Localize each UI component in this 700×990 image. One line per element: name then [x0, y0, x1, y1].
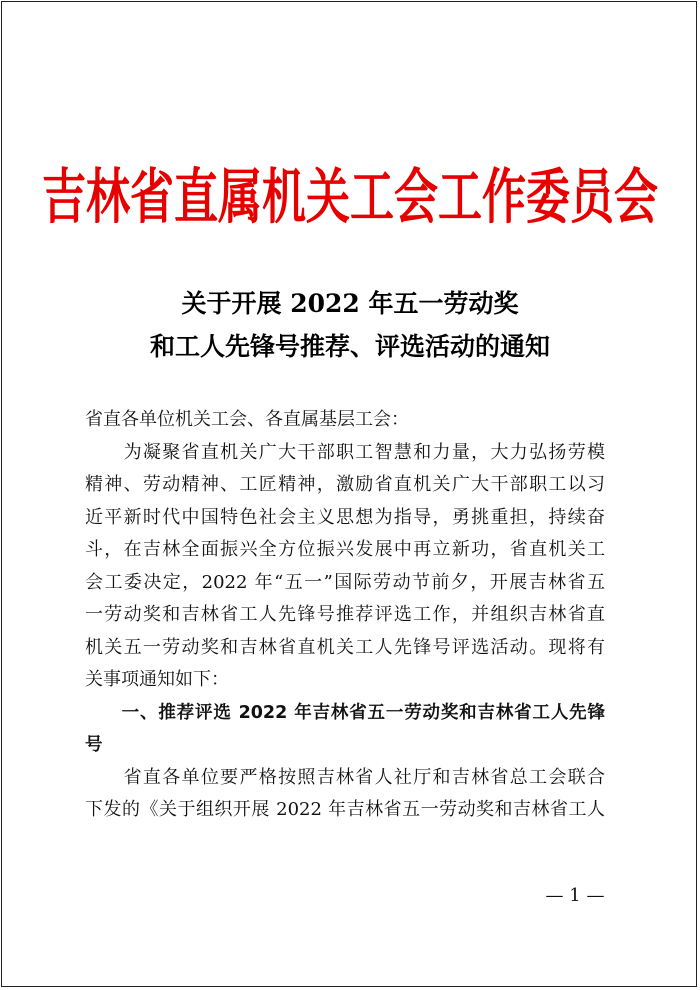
- paragraph-line: 机关五一劳动奖和吉林省直机关工人先锋号评选活动。现将有: [85, 636, 605, 658]
- page-number: — 1 —: [545, 885, 605, 906]
- paragraph-line: 省直各单位要严格按照吉林省人社厅和吉林省总工会联合: [85, 766, 605, 788]
- document-title-line-2: 和工人先锋号推荐、评选活动的通知: [149, 332, 550, 361]
- salutation: 省直各单位机关工会、各直属基层工会：: [85, 409, 409, 430]
- document-title-line-1: 关于开展 2022 年五一劳动奖: [181, 289, 519, 318]
- paragraph-line: 关事项通知如下：: [85, 669, 229, 690]
- document-body: [85, 404, 605, 827]
- paragraph-line: 为凝聚省直机关广大干部职工智慧和力量，大力弘扬劳模: [85, 441, 605, 463]
- paragraph-line: 一劳动奖和吉林省工人先锋号推荐评选工作，并组织吉林省直: [85, 604, 605, 625]
- org-header: 吉林省直属机关工会工作委员会: [42, 163, 658, 233]
- paragraph-line: 近平新时代中国特色社会主义思想为指导，勇挑重担，持续奋: [85, 506, 605, 528]
- paragraph-line: 精神、劳动精神、工匠精神，激励省直机关广大干部职工以习: [85, 474, 605, 495]
- section-heading-line: 一、推荐评选 2022 年吉林省五一劳动奖和吉林省工人先锋: [85, 702, 605, 723]
- section-heading-line: 号: [85, 735, 103, 755]
- paragraph-line: 斗，在吉林全面振兴全方位振兴发展中再立新功，省直机关工: [85, 539, 605, 560]
- paragraph-line: 会工委决定，2022 年“五一”国际劳动节前夕，开展吉林省五: [85, 571, 605, 593]
- paragraph-line: 下发的《关于组织开展 2022 年吉林省五一劳动奖和吉林省工人: [85, 799, 605, 820]
